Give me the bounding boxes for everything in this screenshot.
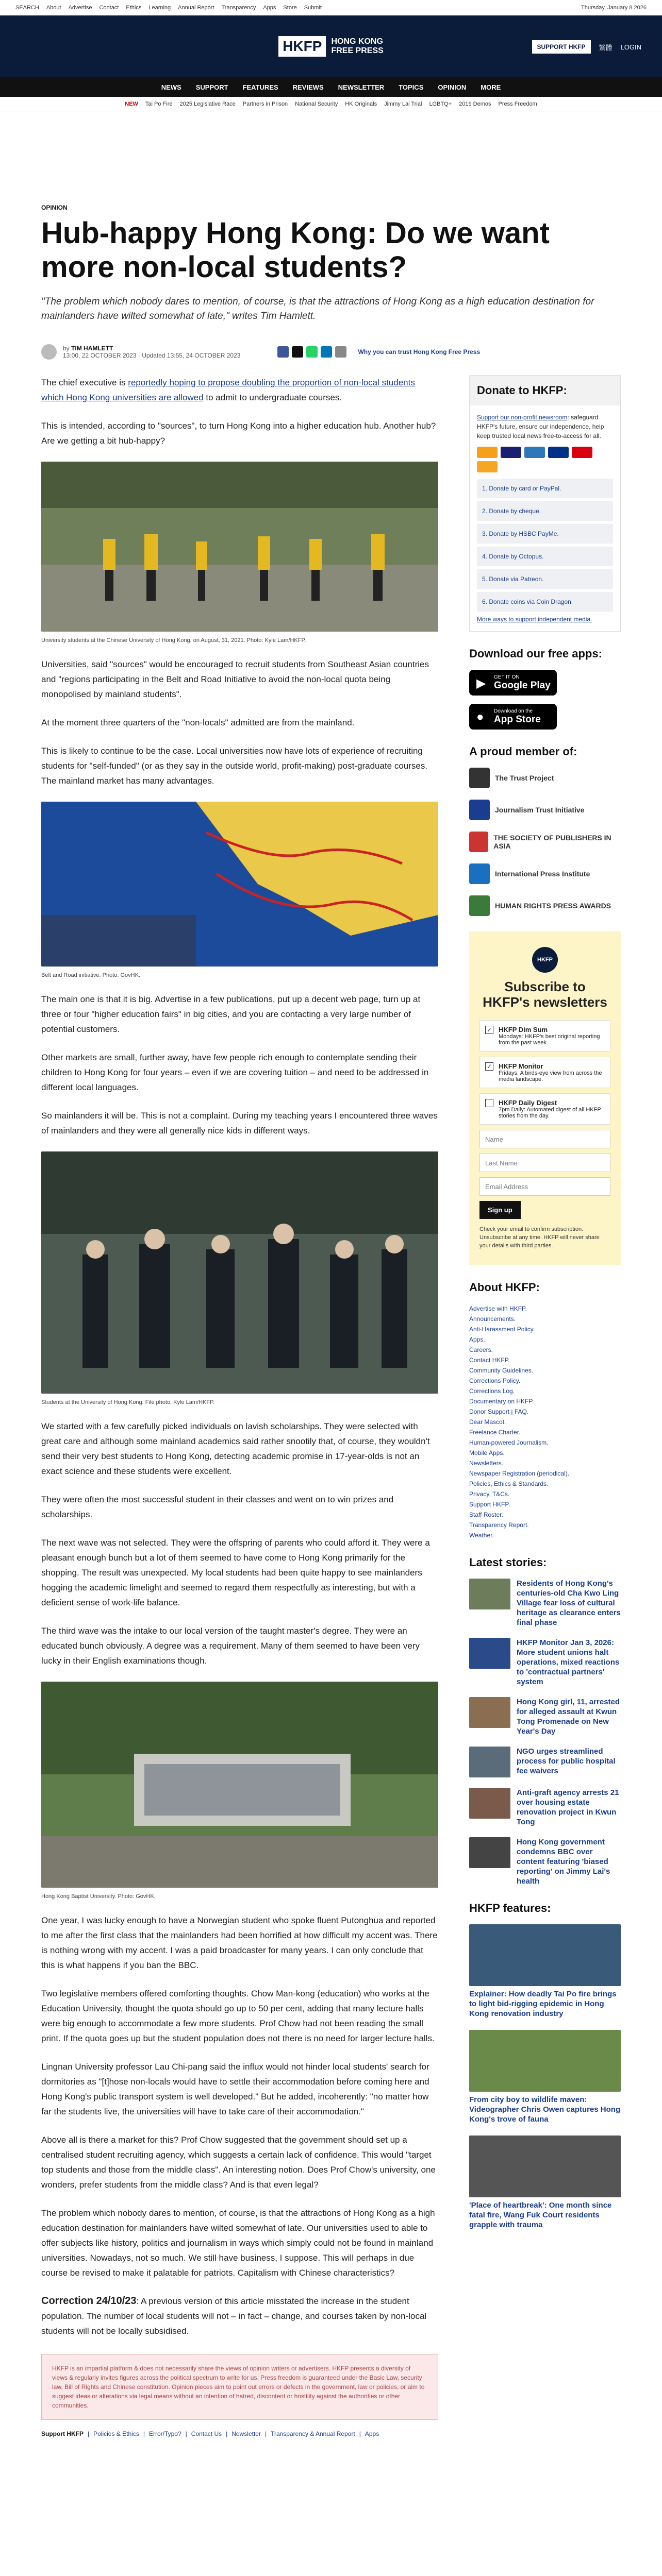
- member-item[interactable]: [469, 800, 621, 820]
- paragraph: This is intended, according to "sources", to turn Hong Kong into a higher education hub. Another hub? Are we getting a bit hub-happy?: [41, 421, 436, 446]
- latest-story[interactable]: [469, 1579, 621, 1628]
- about-link[interactable]: Corrections Policy.: [469, 1377, 521, 1384]
- correction-heading: Correction 24/10/23: [41, 2295, 137, 2307]
- donate-option[interactable]: 2. Donate by cheque.: [477, 501, 613, 521]
- newsletter-option-name: HKFP Daily Digest: [499, 1099, 557, 1107]
- newsletter-option[interactable]: [479, 1057, 610, 1088]
- caption: Hong Kong Baptist University. Photo: GovHK.: [41, 1893, 156, 1900]
- footer-link[interactable]: Contact Us: [191, 2430, 222, 2437]
- about-link[interactable]: Policies, Ethics & Standards.: [469, 1480, 549, 1487]
- top-links: [15, 5, 322, 11]
- members-box: [469, 745, 621, 916]
- feature-image: [469, 2030, 621, 2092]
- latest-box: [469, 1556, 621, 1886]
- author-avatar: [41, 344, 57, 360]
- site-logo[interactable]: [278, 36, 384, 57]
- article-body: The chief executive is reportedly hoping to propose doubling the proportion of non-local students which Hong Kong universities are allowed to admit to undergraduate courses. This is intended, according to "sources", to turn Hong Kong into a higher education hub. Another hub? Are we getting a bit hub-happy? University students at the Chinese University of Hong Kong, on August, 31, 2021. Photo: Kyle Lam/HKFP. Universities, said "sources" would be encouraged to recruit students from Southeast Asian countries and "regions participating in the Belt and Road Initiative to avoid the non-local quota being monopolised by mainland students". At the moment three quarters of the "non-locals" admitted are from the mainland. This is likely to continue to be the case. Local universities now have lots of experience of recruiting students for "self-funded" (or as they say in the outside world, profit-making) post-graduate courses. The mainland market has many advantages. Belt and Road initiative. Photo: GovHK. The main one is that it is big. Advertise in a few publications, put up a decent web page, turn up at three or four "higher education fairs" in big cities, and you are contacting a very large number of potential customers. Other markets are small, further away, have few people rich enough to contemplate sending their children to Hong Kong for four years – even if we are covering tuition – and need to be addressed in different local languages. So mainlanders it will be. This is not a complaint. During my teaching years I encountered three waves of mainlanders and they were all generally nice kids in different ways. Students at the University of Hong Kong. File photo: Kyle Lam/HKFP. We started with a few carefully picked individuals on lavish scholarships. They were selected with great care and although some mainland academics said rather snootily that, of course, they wouldn't send their very best students to Hong Kong, detecting academic promise in 17-year-olds is not an exact science and these students were excellent. They were often the most successful student in their classes and went on to win prizes and scholarships. The next wave was not selected. They were the offspring of parents who could afford it. They were a pleasant enough bunch but a lot of them seemed to have come to Hong Kong primarily for the shopping. The result was unexpected. My local students had been quite happy to see mainlanders hogging the academic limelight and seemed to regard them respectfully as interesting, but with a deficient sense of work-life balance. The third wave was the intake to our local version of the taught master's degree. They were an educated bunch obviously. A degree was a requirement. Many of them seemed to have been very lucky in their English examinations though. Hong Kong Baptist University. Photo: GovHK. One year, I was lucky enough to have a Norwegian student who spoke fluent Putonghua and reported to me after the first class that the mainlanders had been horrified at how difficult my accent was. There is nothing wrong with my accent. I was a paid broadcaster for many years. I can only conclude that this is what happens if you ban the BBC. Two legislative members offered comforting thoughts. Chow Man-kong (education) who works at the Education University, thought the quota should go up to 50 per cent, adding that many lecture halls were big enough to accommodate a few more students. Prof Chow had not been reading the small print. If the quota goes up but the student population does not there is no need for larger lecture halls. Lingnan University professor Lau Chi-pang said the influx would not hinder local students' search for dormitories as "[t]hose non-locals would have to settle their accommodation before coming here and Hong Kong's public transport system is well developed." But he added, incoherently: "no matter how far the students live, the universities will have to take care of their accommodation." Above all is there a market for this? Prof Chow suggested that the government should set up a centralised student recruiting agency, which suggests a certain lack of confidence. This would "target top students and those from the middle class". An interesting notion. Does Prof Chow's university, one wonders, prefer students from the middle class? And is that even legal? The problem which nobody dares to mention, of course, is that the attractions of Hong Kong as a high education destination for mainlanders have wilted somewhat of late. Our universities used to able to offer subjects like history, politics and journalism in ways which simply could not be found in mainland universities. Nowadays, not so much. We still have business, I suppose. This will perhaps in due course be revised to make it palatable for patriots. Capitalism with Chinese characteristics? Correction 24/10/23: A previous version of this article misstated the increase in the student population. The number of local students will not – in fact – change, and courses taken by non-local students will not be locally subsidised. HKFP is an impartial platform & does not necessarily share the views of opinion writers or advertisers. HKFP presents a diversity of views & regularly invites figures across the political spectrum to write for us. Press freedom is guaranteed under the Basic Law, security law, Bill of Rights and Chinese constitution. Opinion pieces aim to point out errors or defects in the government, law or policies, or aim to suggest ideas or alterations via legal means without an intention of hatred, discontent or hostility against the authorities or other communities. Support HKFP | Policies & Ethics | Error/Typo? | Contact Us | Newsletter | Transparency & Annual Report | Apps: [41, 378, 438, 2437]
- footer-link[interactable]: Error/Typo?: [148, 2430, 181, 2437]
- feature-story[interactable]: [469, 1924, 621, 2019]
- features-heading: HKFP features:: [469, 1902, 551, 1914]
- member-name: HUMAN RIGHTS PRESS AWARDS: [495, 902, 611, 910]
- about-link[interactable]: Announcements.: [469, 1315, 516, 1323]
- about-link[interactable]: Corrections Log.: [469, 1387, 515, 1395]
- byline: [41, 344, 621, 360]
- footer-link[interactable]: Transparency & Annual Report: [271, 2430, 355, 2437]
- paragraph: Lingnan University professor Lau Chi-pang said the influx would not hinder local students' search for dormitories as "[t]hose non-locals would have to settle their accommodation before coming here and Hong Kong's public transport system is well developed." But he added, incoherently: "no matter how far the students live, the universities will have to take care of their accommodation.": [41, 2062, 429, 2116]
- feature-title[interactable]: From city boy to wildlife maven: Videographer Chris Owen captures Hong Kong's trove of fauna: [469, 2095, 621, 2124]
- facebook-icon[interactable]: [277, 346, 289, 358]
- paragraph: Two legislative members offered comforting thoughts. Chow Man-kong (education) who works at the Education University, thought the quota should go up to 50 per cent, adding that many lecture halls were big enough to accommodate a few more students. Prof Chow had not been reading the small print. If the quota goes up but the student population does not there is no need for larger lecture halls.: [41, 1989, 435, 2043]
- footer-separator: |: [88, 2430, 90, 2437]
- new-badge: NEW: [125, 100, 138, 107]
- correction-note: Correction 24/10/23: A previous version of this article misstated the increase in the student population. The number of local students will not – in fact – change, and courses taken by non-local students will not be locally subsidised.: [41, 2295, 427, 2336]
- octopus-icon: [477, 461, 498, 472]
- support-button[interactable]: SUPPORT HKFP: [532, 40, 591, 54]
- email-icon[interactable]: [335, 346, 346, 358]
- story-thumbnail: [469, 1837, 510, 1868]
- paragraph: The main one is that it is big. Advertise in a few publications, put up a decent web page, turn up at three or four "higher education fairs" in big cities, and you are contacting a very large number of potential customers.: [41, 994, 421, 1034]
- sidebar: [469, 375, 621, 2458]
- photo-hkbu-sign: [41, 1682, 438, 1888]
- share-buttons: [277, 346, 346, 358]
- donate-link[interactable]: Support our non-profit newsroom: [477, 414, 568, 421]
- visa-icon: [501, 447, 521, 458]
- newsletter-option-desc: 7pm Daily: Automated digest of all HKFP stories from the day.: [499, 1107, 601, 1119]
- article-title: Hub-happy Hong Kong: Do we want more non-local students?: [41, 216, 550, 284]
- about-link[interactable]: Human-powered Journalism.: [469, 1439, 549, 1446]
- nav-item[interactable]: OPINION: [438, 83, 467, 91]
- top-link[interactable]: About: [46, 4, 61, 11]
- language-switch[interactable]: 繁體: [599, 43, 613, 52]
- about-link[interactable]: Privacy, T&Cs.: [469, 1490, 510, 1498]
- publish-dates: 13:00, 22 OCTOBER 2023 · Updated 13:55, 24 OCTOBER 2023: [63, 352, 241, 359]
- member-logo-icon: [469, 768, 490, 788]
- nav-item[interactable]: SUPPORT: [195, 83, 228, 91]
- member-name: Journalism Trust Initiative: [495, 806, 585, 814]
- about-link[interactable]: Apps.: [469, 1336, 485, 1343]
- checkbox-icon[interactable]: [485, 1099, 493, 1107]
- top-link[interactable]: Apps: [263, 4, 276, 11]
- story-thumbnail: [469, 1638, 510, 1669]
- donate-heading: Donate to HKFP:: [470, 376, 620, 405]
- footer-link[interactable]: Newsletter: [231, 2430, 261, 2437]
- story-thumbnail: [469, 1788, 510, 1819]
- nav-item[interactable]: TOPICS: [399, 83, 424, 91]
- top-link[interactable]: Learning: [148, 4, 171, 11]
- feature-title[interactable]: 'Place of heartbreak': One month since fatal fire, Wang Fuk Court residents grapple with trauma: [469, 2201, 612, 2229]
- article-footer-links: [41, 2430, 438, 2437]
- about-link[interactable]: Careers.: [469, 1346, 493, 1353]
- newsletter-note: Check your email to confirm subscription. Unsubscribe at any time. HKFP will never share your details with third parties.: [479, 1226, 600, 1249]
- trust-link[interactable]: Why you can trust Hong Kong Free Press: [358, 348, 481, 355]
- feature-image: [469, 2136, 621, 2197]
- latest-story[interactable]: [469, 1747, 621, 1777]
- site-header: [0, 15, 662, 77]
- main-nav: [0, 77, 662, 97]
- author-name[interactable]: TIM HAMLETT: [71, 345, 113, 352]
- photo-hku-students: [41, 1151, 438, 1394]
- newsletter-box: [469, 931, 621, 1265]
- subnav-item[interactable]: Partners in Prison: [242, 100, 288, 107]
- nav-item[interactable]: NEWS: [161, 83, 181, 91]
- about-heading: About HKFP:: [469, 1281, 540, 1294]
- footer-separator: |: [185, 2430, 187, 2437]
- about-link[interactable]: Mobile Apps.: [469, 1449, 505, 1456]
- member-logo-icon: [469, 895, 490, 916]
- features-box: [469, 1902, 621, 2230]
- name-input[interactable]: [479, 1130, 610, 1148]
- apple-icon: ●: [476, 710, 484, 724]
- member-item[interactable]: [469, 863, 621, 884]
- top-link[interactable]: Transparency: [221, 4, 256, 11]
- last-name-input[interactable]: [479, 1154, 610, 1172]
- caption: Students at the University of Hong Kong. File photo: Kyle Lam/HKFP.: [41, 1399, 215, 1405]
- latest-story[interactable]: [469, 1638, 621, 1687]
- paragraph: The third wave was the intake to our local version of the taught master's degree. They were an educated bunch obviously. A degree was a requirement. Many of them seemed to have been very lucky in their English examinations though.: [41, 1626, 420, 1666]
- apps-heading: Download our free apps:: [469, 647, 602, 660]
- member-item[interactable]: [469, 895, 621, 916]
- caption: Belt and Road initiative. Photo: GovHK.: [41, 972, 140, 978]
- donate-option[interactable]: 6. Donate coins via Coin Dragon.: [477, 592, 613, 612]
- member-logo-icon: [469, 832, 488, 852]
- logo-line2: FREE PRESS: [331, 46, 384, 55]
- nav-item[interactable]: FEATURES: [242, 83, 278, 91]
- subnav-item[interactable]: LGBTQ+: [429, 100, 452, 107]
- figure-belt-road: [41, 802, 438, 978]
- about-link[interactable]: Contact HKFP.: [469, 1357, 510, 1364]
- feature-story[interactable]: [469, 2136, 621, 2230]
- date-label: Thursday, January 8 2026: [581, 4, 647, 11]
- paragraph: Universities, said "sources" would be encouraged to recruit students from Southeast Asian countries and "regions participating in the Belt and Road Initiative to avoid the non-local quota being monopolised by mainland students".: [41, 659, 429, 699]
- story-title[interactable]: Residents of Hong Kong's centuries-old Cha Kwo Ling Village fear loss of cultural heritage as clearance enters final phase: [517, 1579, 621, 1627]
- linkedin-icon[interactable]: [321, 346, 332, 358]
- signup-button[interactable]: Sign up: [479, 1201, 521, 1219]
- about-link[interactable]: Support HKFP.: [469, 1501, 510, 1508]
- newsletter-option-text: [499, 1099, 605, 1119]
- about-link[interactable]: Documentary on HKFP.: [469, 1398, 534, 1405]
- donate-option[interactable]: 1. Donate by card or PayPal.: [477, 479, 613, 498]
- subnav-item[interactable]: HK Originals: [345, 100, 377, 107]
- about-link[interactable]: Freelance Charter.: [469, 1429, 521, 1436]
- subnav-item[interactable]: Tai Po Fire: [145, 100, 173, 107]
- subnav-item[interactable]: 2019 Demos: [459, 100, 491, 107]
- about-link[interactable]: Staff Roster.: [469, 1511, 503, 1518]
- paragraph: Other markets are small, further away, have few people rich enough to contemplate sending their children to Hong Kong for four years – even if we are covering tuition – and need to be addressed in different local languages.: [41, 1053, 429, 1092]
- paragraph: The problem which nobody dares to mention, of course, is that the attractions of Hong Kong as a high education destination for mainlanders have wilted somewhat of late. Our universities used to able to offer subjects like history, politics and journalism in ways which simply could not be found in mainland universities. Nowadays, not so much. We still have business, I suppose. This will perhaps in due course be revised to make it palatable for patriots. Capitalism with Chinese characteristics?: [41, 2208, 435, 2278]
- paragraph: This is likely to continue to be the case. Local universities now have lots of experience of recruiting students for "self-funded" (or as they say in the outside world, profit-making) post-graduate courses. The mainland market has many advantages.: [41, 746, 428, 786]
- apps-box: [469, 647, 621, 730]
- story-title[interactable]: NGO urges streamlined process for public hospital fee waivers: [517, 1747, 616, 1775]
- app-store-button[interactable]: ● Download on the App Store: [469, 704, 557, 730]
- photo-belt-road-map: [41, 802, 438, 967]
- footer-separator: |: [264, 2430, 267, 2437]
- donate-option[interactable]: 3. Donate by HSBC PayMe.: [477, 524, 613, 544]
- about-link[interactable]: Weather.: [469, 1532, 494, 1539]
- subnav-item[interactable]: Press Freedom: [498, 100, 537, 107]
- about-link[interactable]: Donor Support | FAQ.: [469, 1408, 529, 1415]
- nav-item[interactable]: NEWSLETTER: [338, 83, 385, 91]
- story-thumbnail: [469, 1579, 510, 1609]
- whatsapp-icon[interactable]: [306, 346, 318, 358]
- byline-by: by: [63, 345, 70, 352]
- donate-box: Donate to HKFP: Support our non-profit newsroom: safeguard HKFP's future, ensure our independence, help keep trusted local news free-to-access for all. 1. Donate by card or PayPal. 2. Donate by cheque. 3. Donate by HSBC PayMe. 4. Donate by Octopus. 5. Donate via Patreon. 6. Donate coins via Coin Dragon. More ways to support independent media.: [469, 375, 621, 632]
- top-utility-bar: [0, 0, 662, 15]
- top-link[interactable]: Contact: [99, 4, 119, 11]
- newsletter-option[interactable]: [479, 1020, 610, 1052]
- top-link[interactable]: Ethics: [126, 4, 142, 11]
- top-link[interactable]: Advertise: [68, 4, 92, 11]
- donate-option[interactable]: 5. Donate via Patreon.: [477, 569, 613, 589]
- newsletter-option-desc: Fridays: A birds-eye view from across the media landscape.: [499, 1070, 602, 1082]
- member-item[interactable]: [469, 768, 621, 788]
- checkbox-icon[interactable]: ✓: [485, 1026, 493, 1034]
- newsletter-option-desc: Mondays: HKFP's best original reporting from the past week.: [499, 1033, 600, 1046]
- subnav-item[interactable]: National Security: [295, 100, 338, 107]
- donate-option[interactable]: 4. Donate by Octopus.: [477, 547, 613, 566]
- about-link[interactable]: Transparency Report.: [469, 1521, 529, 1529]
- member-name: THE SOCIETY OF PUBLISHERS IN ASIA: [493, 834, 611, 850]
- paragraph: The next wave was not selected. They were the offspring of parents who could afford it. They were a pleasant enough bunch but a lot of them seemed to have come to Hong Kong primarily for the shopping. The result was unexpected. My local students had been quite happy to see mainlanders hogging the academic limelight and seemed to regard them respectfully as interesting, but with a deficient sense of work-life balance.: [41, 1538, 430, 1607]
- footer-separator: |: [143, 2430, 145, 2437]
- logo-box: HKFP: [278, 36, 326, 57]
- member-logo-icon: [469, 800, 490, 820]
- newsletter-option[interactable]: [479, 1093, 610, 1125]
- figure-students: [41, 462, 438, 643]
- feature-story[interactable]: [469, 2030, 621, 2124]
- members-heading: A proud member of:: [469, 745, 577, 758]
- footer-link[interactable]: Policies & Ethics: [93, 2430, 139, 2437]
- member-item[interactable]: [469, 832, 621, 852]
- about-link[interactable]: Community Guidelines.: [469, 1367, 534, 1374]
- latest-story[interactable]: [469, 1837, 621, 1886]
- editorial-notice: HKFP is an impartial platform & does not necessarily share the views of opinion writers or advertisers. HKFP presents a diversity of views & regularly invites figures across the political spectrum to write for us. Press freedom is guaranteed under the Basic Law, security law, Bill of Rights and Chinese constitution. Opinion pieces aim to point out errors or defects in the government, law or policies, or aim to suggest ideas or alterations via legal means without an intention of hatred, discontent or hostility against the authorities or other communities.: [41, 2354, 438, 2420]
- footer-separator: |: [359, 2430, 361, 2437]
- paragraph: We started with a few carefully picked individuals on lavish scholarships. They were selected with great care and although some mainland academics said rather snootily that, of course, they wouldn't send their very best students to Hong Kong, detecting academic promise in 17-year-olds is not an exact science and these students were excellent.: [41, 1421, 430, 1476]
- standfirst: "The problem which nobody dares to mention, of course, is that the attractions of Hong Kong as a high education destination for mainlanders have wilted somewhat of late," writes Tim Hamlett.: [41, 296, 594, 321]
- x-icon[interactable]: [292, 346, 303, 358]
- mastercard-icon: [477, 447, 498, 458]
- top-link[interactable]: Store: [283, 4, 297, 11]
- caption: University students at the Chinese University of Hong Kong, on August, 31, 2021. Photo: Kyle Lam/HKFP.: [41, 637, 306, 643]
- section-label[interactable]: OPINION: [41, 204, 68, 211]
- logo-line1: HONG KONG: [331, 37, 383, 46]
- newsletter-logo: HKFP: [532, 947, 558, 973]
- paragraph: One year, I was lucky enough to have a Norwegian student who spoke fluent Putonghua and reported to me after the first class that the mainlanders had been horrified at how difficult my accent was. There is nothing wrong with my accent. I was a paid broadcaster for many years. I can only conclude that this is what happens if you ban the BBC.: [41, 1916, 438, 1970]
- about-link[interactable]: Anti-Harassment Policy.: [469, 1326, 535, 1333]
- amex-icon: [524, 447, 545, 458]
- payment-icons: [477, 447, 613, 472]
- report-link[interactable]: reportedly hoping to propose doubling the proportion of non-local students which Hong Kong universities are allowed: [41, 378, 415, 402]
- play-store-icon: ▶: [476, 676, 486, 690]
- about-link[interactable]: Newspaper Registration (periodical).: [469, 1470, 570, 1477]
- story-title[interactable]: Anti-graft agency arrests 21 over housing estate renovation project in Kwun Tong: [517, 1788, 619, 1826]
- latest-heading: Latest stories:: [469, 1556, 547, 1569]
- top-link[interactable]: Annual Report: [178, 4, 214, 11]
- newsletter-option-name: HKFP Monitor: [499, 1062, 543, 1070]
- member-logo-icon: [469, 863, 490, 884]
- story-title[interactable]: HKFP Monitor Jan 3, 2026: More student unions halt operations, mixed reactions to 'contractual partners' system: [517, 1638, 620, 1686]
- ad-space: [0, 111, 662, 204]
- paragraph: At the moment three quarters of the "non-locals" admitted are from the mainland.: [41, 718, 355, 727]
- about-box: [469, 1281, 621, 1540]
- footer-support-link[interactable]: Support HKFP: [41, 2430, 84, 2437]
- paragraph: Above all is there a market for this? Prof Chow suggested that the government should set up a centralised student recruiting agency, which suggests a certain lack of confidence. This would "target top students and those from the middle class". An interesting notion. Does Prof Chow's university, one wonders, prefer students from the middle class? And is that even legal?: [41, 2135, 436, 2190]
- top-link[interactable]: Submit: [304, 4, 322, 11]
- more-support-link[interactable]: More ways to support independent media.: [477, 616, 592, 623]
- email-input[interactable]: [479, 1177, 610, 1196]
- newsletter-heading: Subscribe to HKFP's newsletters: [483, 979, 607, 1010]
- google-play-button[interactable]: ▶ GET IT ON Google Play: [469, 670, 557, 696]
- about-link[interactable]: Newsletters.: [469, 1460, 504, 1467]
- nav-item[interactable]: MORE: [481, 83, 501, 91]
- feature-image: [469, 1924, 621, 1986]
- figure-hkbu: [41, 1682, 438, 1900]
- photo-students-walking: [41, 462, 438, 632]
- story-title[interactable]: Hong Kong government condemns BBC over content featuring 'biased reporting' on Jimmy Lai's health: [517, 1838, 610, 1886]
- checkbox-icon[interactable]: ✓: [485, 1062, 493, 1071]
- search-link[interactable]: SEARCH: [15, 4, 39, 11]
- story-title[interactable]: Hong Kong girl, 11, arrested for alleged assault at Kwun Tong Promenade on New Year's Day: [517, 1698, 620, 1736]
- paypal-icon: [548, 447, 569, 458]
- footer-link[interactable]: Apps: [365, 2430, 379, 2437]
- nav-item[interactable]: REVIEWS: [292, 83, 324, 91]
- about-link[interactable]: Advertise with HKFP.: [469, 1305, 527, 1312]
- footer-separator: |: [226, 2430, 228, 2437]
- paragraph: So mainlanders it will be. This is not a complaint. During my teaching years I encountered three waves of mainlanders and they were all generally nice kids in different ways.: [41, 1111, 438, 1136]
- member-name: The Trust Project: [495, 774, 554, 782]
- feature-title[interactable]: Explainer: How deadly Tai Po fire brings to light bid-rigging epidemic in Hong Kong renovation industry: [469, 1990, 617, 2018]
- newsletter-option-name: HKFP Dim Sum: [499, 1026, 548, 1033]
- story-thumbnail: [469, 1747, 510, 1777]
- login-link[interactable]: LOGIN: [620, 43, 641, 51]
- sub-nav: [0, 97, 662, 111]
- latest-story[interactable]: [469, 1697, 621, 1736]
- latest-story[interactable]: [469, 1788, 621, 1827]
- figure-hku-students: [41, 1151, 438, 1405]
- about-link[interactable]: Dear Mascot.: [469, 1418, 506, 1426]
- member-name: International Press Institute: [495, 870, 590, 878]
- story-thumbnail: [469, 1697, 510, 1728]
- newsletter-option-text: [499, 1062, 605, 1082]
- payme-icon: [572, 447, 592, 458]
- paragraph: They were often the most successful student in their classes and went on to win prizes and scholarships.: [41, 1495, 394, 1519]
- subnav-item[interactable]: 2025 Legislative Race: [179, 100, 236, 107]
- subnav-item[interactable]: Jimmy Lai Trial: [384, 100, 422, 107]
- newsletter-option-text: [499, 1026, 605, 1046]
